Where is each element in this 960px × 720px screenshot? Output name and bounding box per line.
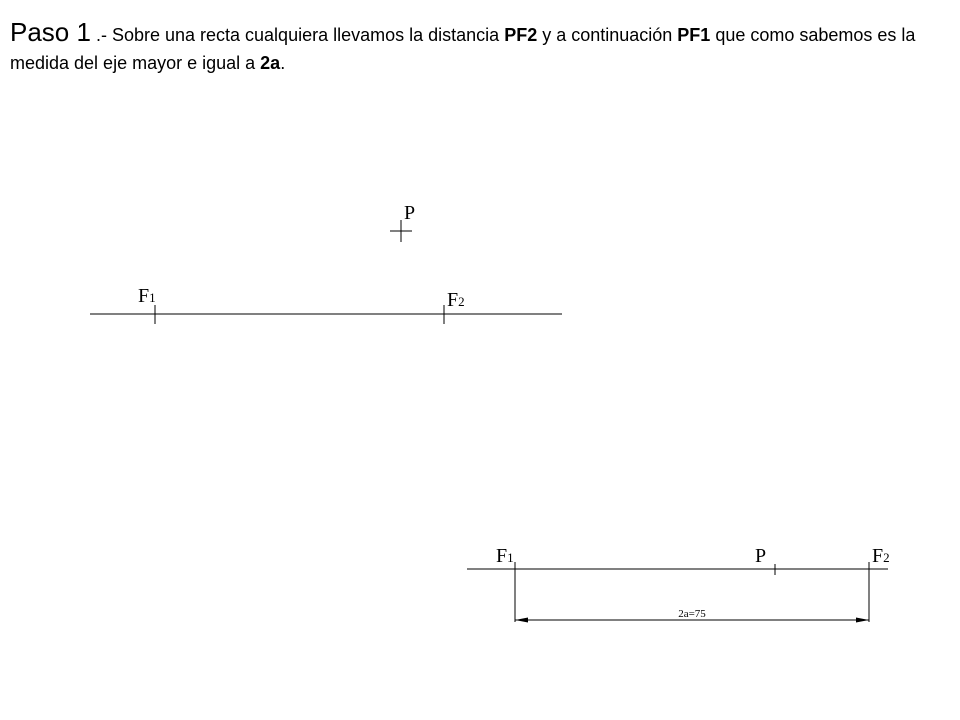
instruction-end: . [280, 53, 286, 73]
point-p-label: P [404, 202, 416, 224]
bottom-figure [467, 545, 890, 623]
focus1-label: F1 [138, 285, 156, 307]
dimension-arrow-right-icon [856, 618, 869, 623]
point-p-label: P [755, 545, 767, 567]
two-a-term: 2a [260, 53, 281, 73]
pf2-term: PF2 [504, 25, 538, 45]
focus2-label: F2 [447, 289, 465, 311]
instruction-part-2: y a continuación [537, 25, 678, 45]
instruction-part-1: Sobre una recta cualquiera llevamos la distancia [111, 25, 505, 45]
dimension-label: 2a=75 [678, 608, 706, 620]
top-figure [90, 202, 562, 324]
instruction-part-3: que como sabemos es la medida del eje mayor e igual a [10, 25, 916, 73]
dimension-arrow-left-icon [515, 618, 528, 623]
focus2-label: F2 [872, 545, 890, 567]
step-title: Paso 1 [10, 17, 91, 47]
pf1-term: PF1 [677, 25, 711, 45]
step-separator: .- [90, 25, 112, 45]
focus1-label: F1 [496, 545, 514, 567]
